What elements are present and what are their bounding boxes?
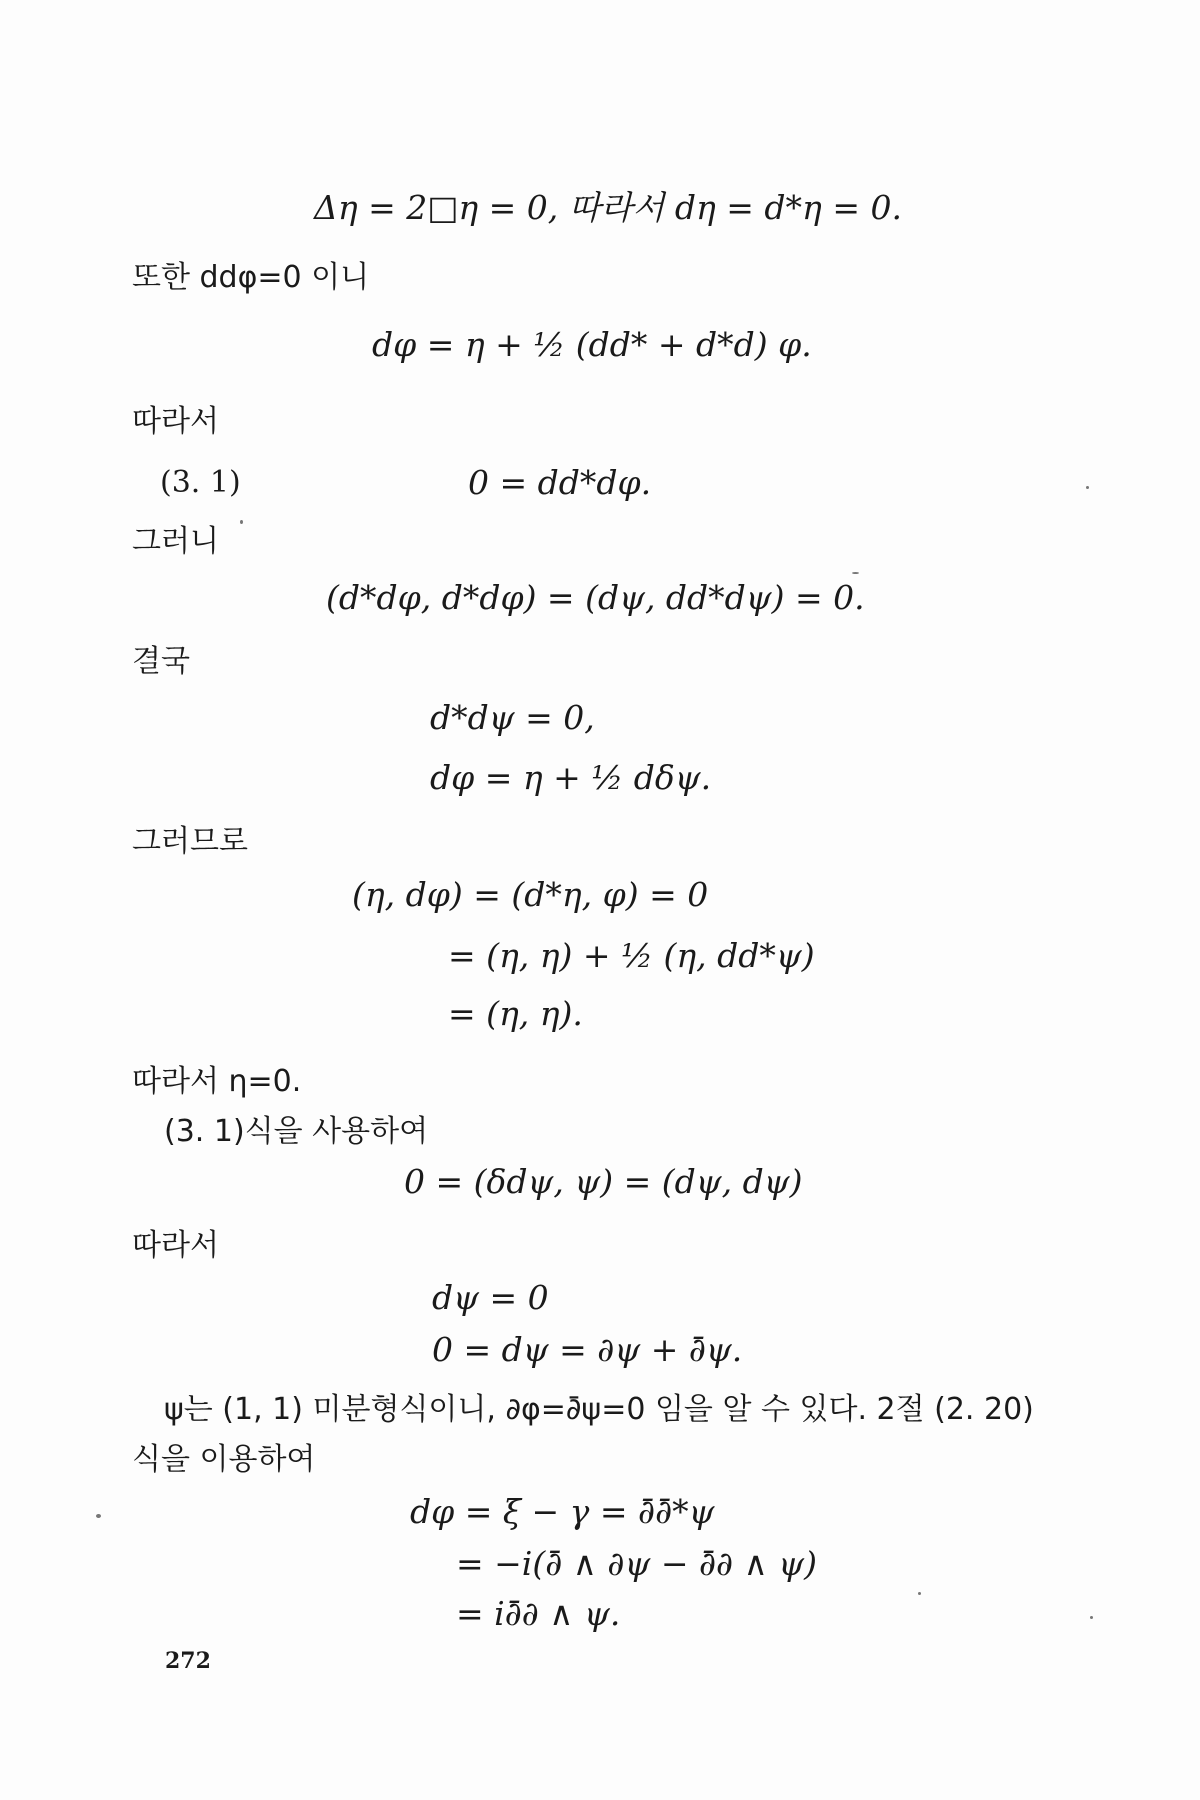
equation-line: d*dψ = 0, (430, 698, 595, 737)
text-line: (3. 1)식을 사용하여 (164, 1114, 429, 1149)
equation-line: dψ = 0 (432, 1278, 549, 1317)
equation-line: dφ = ξ − γ = ∂̄∂̄*ψ (410, 1492, 715, 1531)
equation-line: = i∂̄∂ ∧ ψ. (456, 1594, 621, 1633)
equation-dphi: dφ = η + ½ (dd* + d*d) φ. (372, 325, 812, 364)
equation-line: = (η, η). (448, 994, 583, 1033)
text-line: 따라서 η=0. (132, 1064, 302, 1099)
text-line: 결국 (132, 644, 190, 679)
speck (1090, 1616, 1093, 1619)
equation-inner-product: (d*dφ, d*dφ) = (dψ, dd*dψ) = 0. (326, 578, 865, 617)
text-line: 따라서 (132, 1228, 219, 1263)
equation-label: (3. 1) (160, 465, 241, 500)
speck (852, 572, 859, 574)
speck (918, 1592, 921, 1595)
equation-line: dφ = η + ½ dδψ. (430, 758, 712, 797)
equation-3-1: 0 = dd*dφ. (468, 463, 652, 502)
text-line: 따라서 (132, 404, 219, 439)
speck (96, 1514, 101, 1518)
equation-line: = (η, η) + ½ (η, dd*ψ) (448, 936, 815, 975)
text-line: 식을 이용하여 (132, 1442, 316, 1477)
equation-laplacian: Δη = 2□η = 0, 따라서 dη = d*η = 0. (314, 188, 902, 227)
page-number: 272 (165, 1648, 211, 1674)
equation-line: 0 = dψ = ∂ψ + ∂̄ψ. (432, 1330, 743, 1369)
speck (240, 520, 243, 524)
text-line: 그러니 (132, 524, 219, 559)
equation-line: = −i(∂̄ ∧ ∂ψ − ∂̄∂ ∧ ψ) (456, 1544, 818, 1583)
speck (1086, 486, 1089, 489)
equation-line: (η, dφ) = (d*η, φ) = 0 (352, 875, 709, 914)
text-line: 그러므로 (132, 824, 248, 859)
text-line: ψ는 (1, 1) 미분형식이니, ∂φ=∂̄ψ=0 임을 알 수 있다. 2절 (2. 20) (164, 1392, 1034, 1427)
equation-line: 0 = (δdψ, ψ) = (dψ, dψ) (404, 1162, 803, 1201)
text-line: 또한 ddφ=0 이니 (132, 260, 370, 295)
